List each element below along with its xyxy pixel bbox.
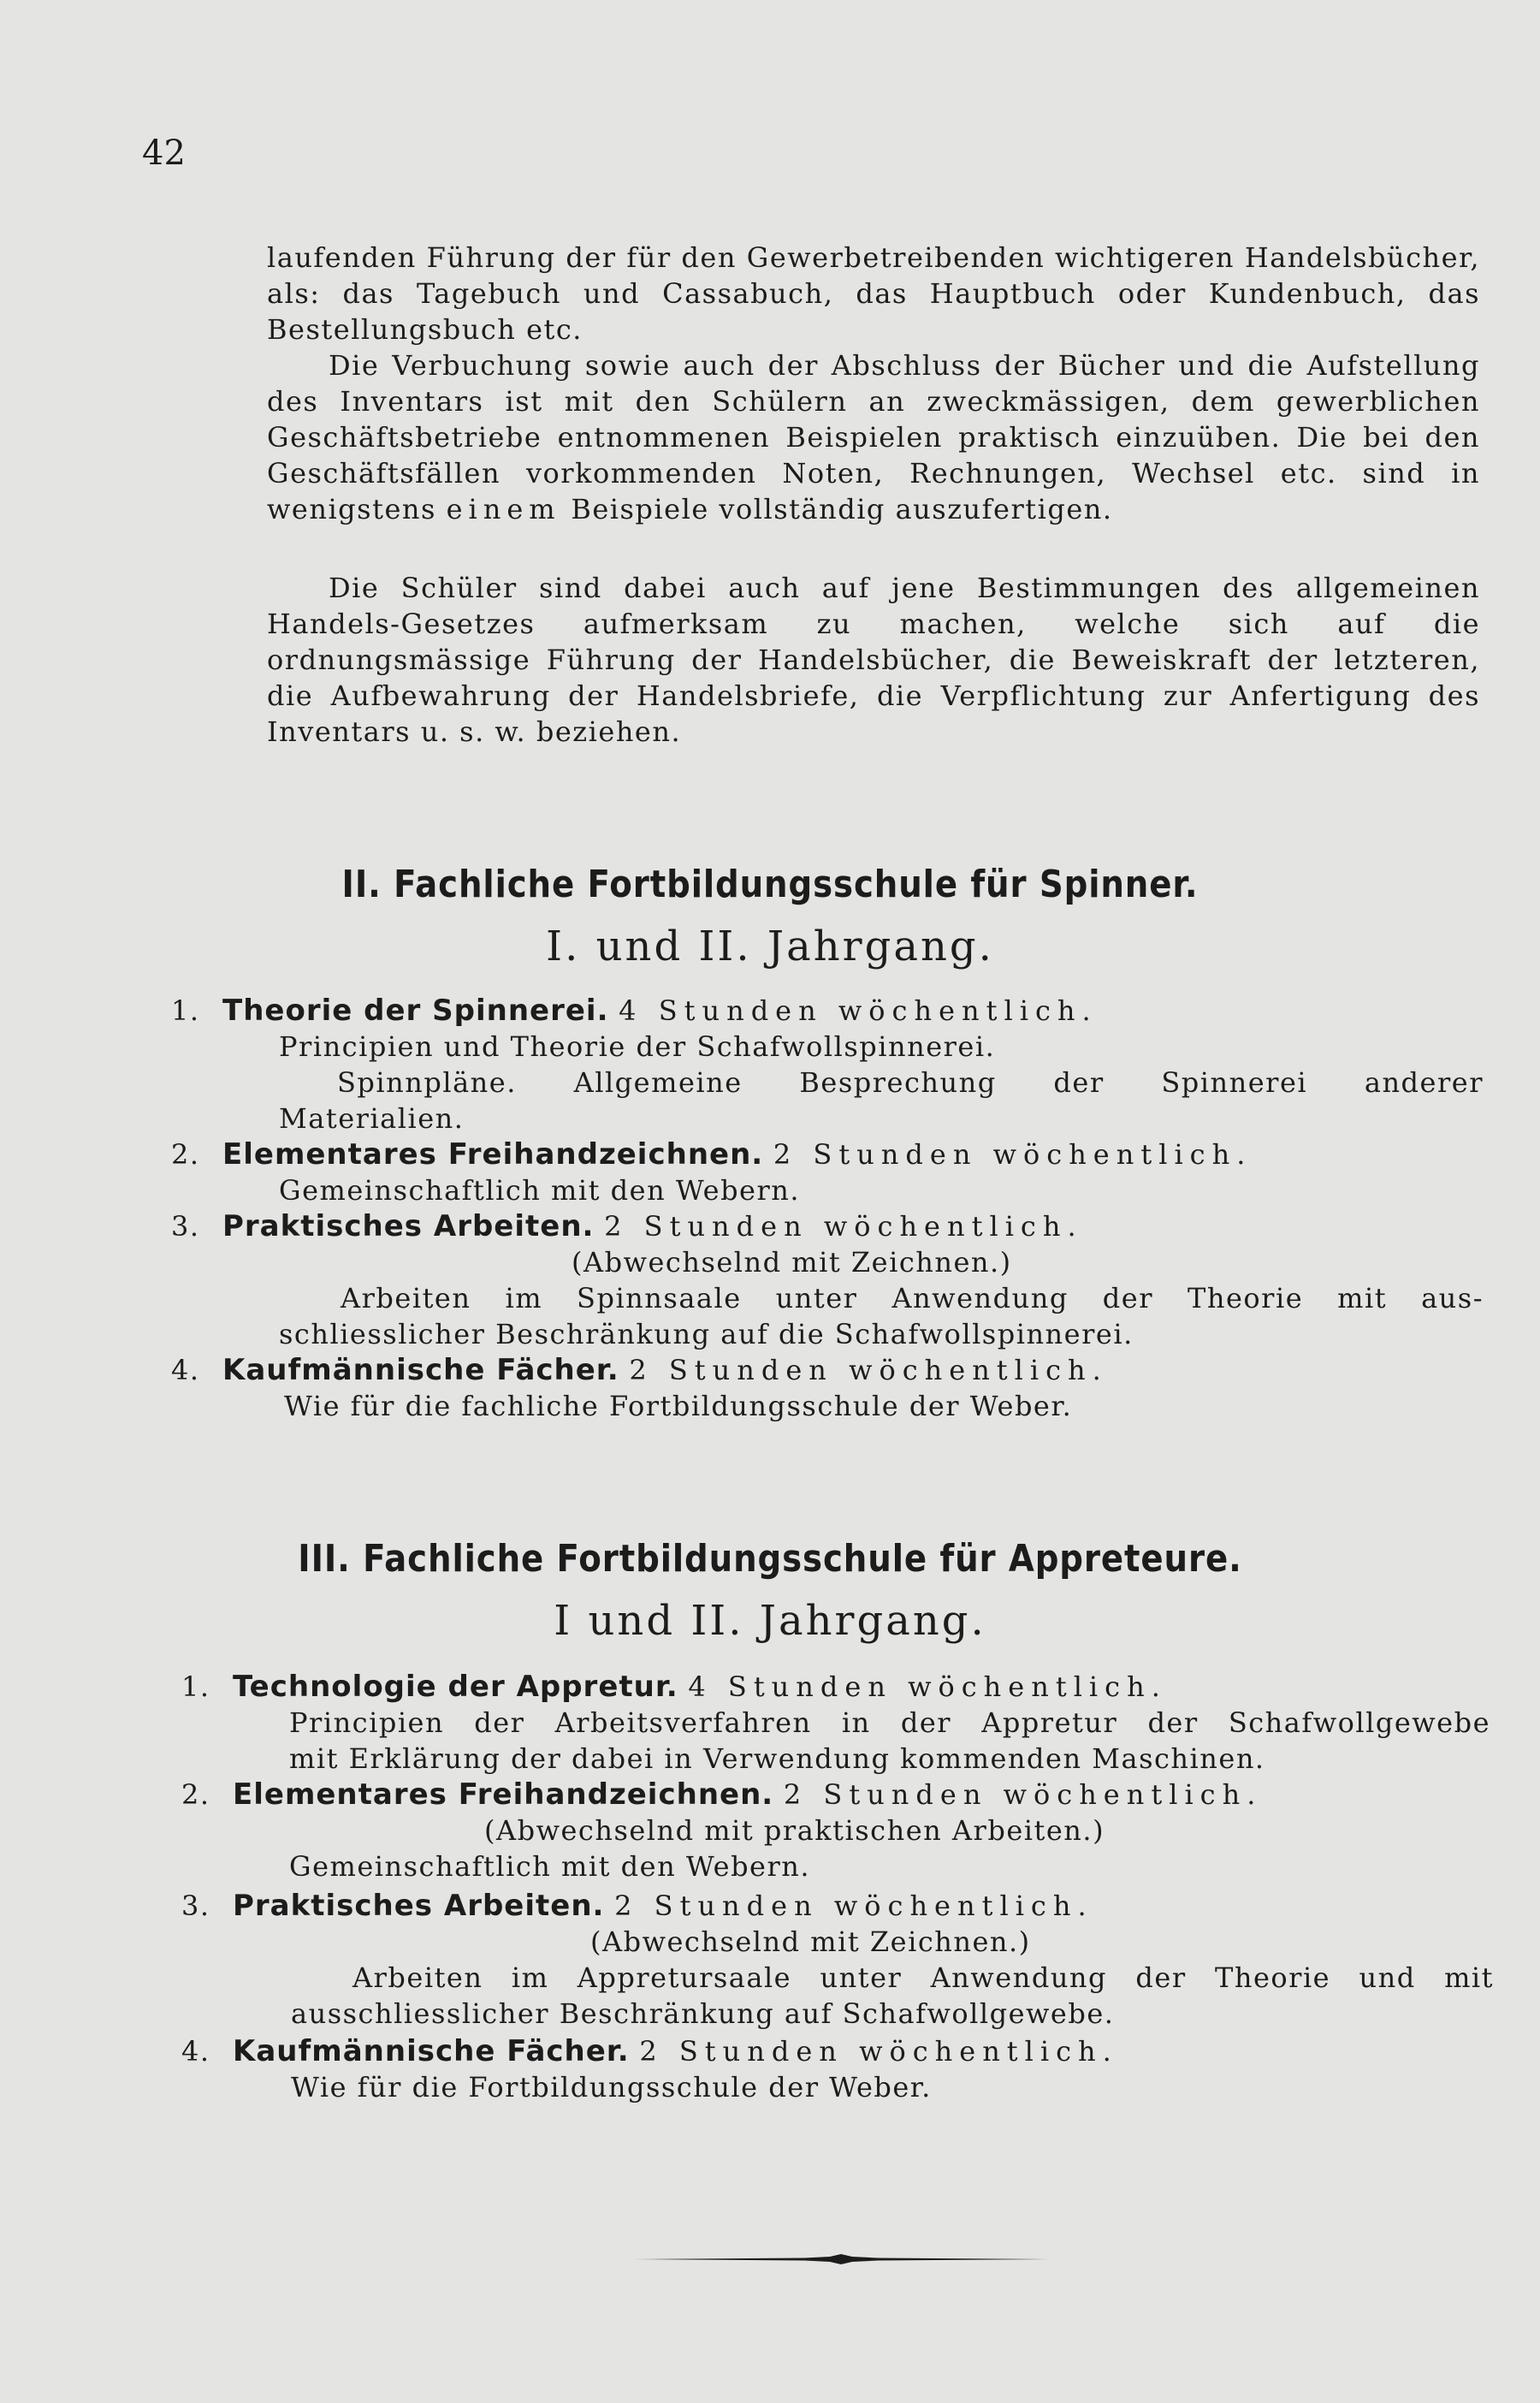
section-3-item-2 (181, 1777, 1499, 1813)
item-number: 3. (181, 1890, 210, 1922)
intro-paragraph-1: laufenden Führung der für den Gewerbetreibenden wichtigeren Handelsbücher, als: das Tagebuch und Cassabuch, das Hauptbuch oder Kundenbuch, das Bestellungsbuch etc. (267, 241, 1480, 346)
item-hours: 4 Stunden wöchentlich. (619, 994, 1098, 1027)
item-description-line: mit Erklärung der dabei in Verwendung kommenden Maschinen. (289, 1742, 1265, 1775)
item-hours: 2 Stunden wöchentlich. (783, 1778, 1263, 1811)
item-description-line: schliesslicher Beschränkung auf die Schafwollspinnerei. (279, 1318, 1134, 1350)
item-number: 1. (181, 1670, 210, 1703)
item-description-line: Materialien. (279, 1102, 465, 1135)
item-description-line: ausschliesslicher Beschränkung auf Schafwollgewebe. (291, 1997, 1115, 2030)
section-2-subtitle: I. und II. Jahrgang. (546, 923, 994, 970)
item-heading: Praktisches Arbeiten. (222, 1209, 595, 1243)
section-3-subtitle: I und II. Jahrgang. (554, 1597, 986, 1645)
item-description-line: Arbeiten im Spinnsaale unter Anwendung der Theorie mit aus- (341, 1282, 1484, 1314)
section-2-item-2 (171, 1136, 1489, 1172)
item-description-line: Spinnpläne. Allgemeine Besprechung der Spinnerei anderer (337, 1066, 1484, 1099)
section-3-title: III. Fachliche Fortbildungsschule für Appreteure. (298, 1537, 1242, 1581)
item-description-line: Principien der Arbeitsverfahren in der Appretur der Schafwollgewebe (289, 1706, 1490, 1739)
ornamental-rule (633, 2251, 1049, 2268)
intro-paragraph-3: Die Schüler sind dabei auch auf jene Bestimmungen des allgemeinen Handels-Gesetzes aufmerksam zu machen, welche sich auf die ordnungsmässige Führung der Handelsbücher, die Beweiskraft der letzteren, die Aufbewahrung der Handelsbriefe, die Verpflichtung zur Anfertigung des Inventars u. s. w. beziehen. (267, 572, 1480, 748)
item-number: 2. (171, 1138, 200, 1171)
item-description-line: Principien und Theorie der Schafwollspinnerei. (279, 1030, 996, 1063)
item-note: (Abwechselnd mit praktischen Arbeiten.) (484, 1814, 1105, 1847)
item-heading: Elementares Freihandzeichnen. (233, 1777, 774, 1812)
item-description-line: Wie für die Fortbildungsschule der Weber. (291, 2071, 932, 2103)
item-hours: 4 Stunden wöchentlich. (688, 1670, 1167, 1703)
item-heading: Technologie der Appretur. (233, 1670, 678, 1704)
section-3-item-1 (181, 1669, 1499, 1705)
item-hours: 2 Stunden wöchentlich. (604, 1210, 1083, 1243)
item-number: 2. (181, 1778, 210, 1811)
section-2-item-3 (171, 1208, 1489, 1244)
section-2-item-1 (171, 993, 1489, 1029)
item-number: 3. (171, 1210, 200, 1243)
item-note: (Abwechselnd mit Zeichnen.) (572, 1246, 1012, 1279)
section-3-item-3 (181, 1888, 1499, 1924)
section-2-title: II. Fachliche Fortbildungsschule für Spinner. (341, 863, 1199, 906)
intro-paragraph-2-text-a: Die Verbuchung sowie auch der Abschluss der Bücher und die Aufstellung des Inventars ist mit den Schülern an zweckmässigen, dem gewerblichen Geschäftsbetriebe entnommenen Beispielen praktisch einzuüben. Die bei den Geschäftsfällen vorkommenden Noten, Rechnungen, Wechsel etc. sind in wenigstens (267, 349, 1480, 525)
section-3-item-4 (181, 2033, 1499, 2069)
intro-paragraph-2 (267, 347, 1480, 527)
item-heading: Theorie der Spinnerei. (222, 994, 609, 1028)
item-number: 1. (171, 994, 200, 1027)
item-hours: 2 Stunden wöchentlich. (629, 1354, 1108, 1386)
item-note: (Abwechselnd mit Zeichnen.) (590, 1925, 1031, 1958)
intro-paragraph-2-text-b: Beispiele vollständig auszufertigen. (560, 493, 1113, 525)
item-number: 4. (171, 1354, 200, 1386)
item-heading: Elementares Freihandzeichnen. (222, 1137, 764, 1172)
item-hours: 2 Stunden wöchentlich. (614, 1890, 1093, 1922)
item-hours: 2 Stunden wöchentlich. (639, 2035, 1118, 2068)
item-description-line: Gemeinschaftlich mit den Webern. (289, 1850, 811, 1883)
section-2-item-4 (171, 1352, 1489, 1388)
page-number: 42 (142, 134, 186, 173)
item-heading: Kaufmännische Fächer. (222, 1353, 619, 1387)
item-heading: Kaufmännische Fächer. (233, 2034, 630, 2068)
item-number: 4. (181, 2035, 210, 2068)
item-description-line: Arbeiten im Appretursaale unter Anwendung der Theorie und mit (352, 1961, 1494, 1994)
item-hours: 2 Stunden wöchentlich. (773, 1138, 1253, 1171)
item-description-line: Gemeinschaftlich mit den Webern. (279, 1174, 801, 1207)
item-description-line: Wie für die fachliche Fortbildungsschule der Weber. (284, 1390, 1073, 1422)
intro-emphasis: einem (446, 493, 561, 525)
item-heading: Praktisches Arbeiten. (233, 1889, 605, 1923)
